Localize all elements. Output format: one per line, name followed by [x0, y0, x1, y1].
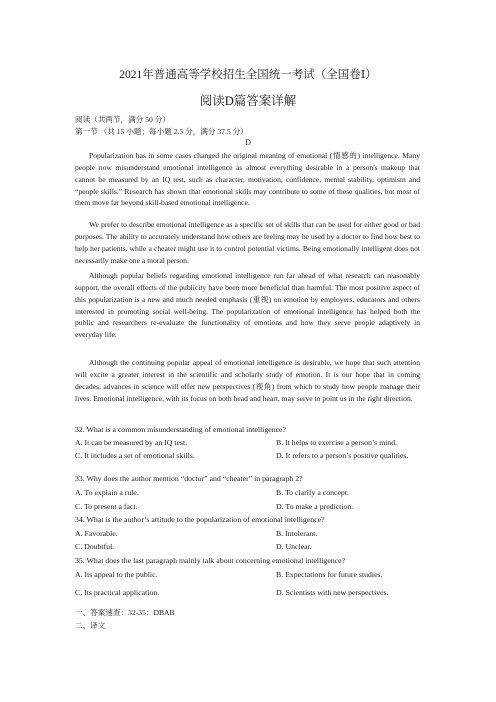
- option-32d: D. It refers to a person’s positive qualities.: [276, 451, 409, 460]
- question-34: 34. What is the author’s attitude to the popularization of emotional intelligence?: [75, 515, 325, 524]
- question-32: 32. What is a common misunderstanding of emotional intelligence?: [75, 425, 286, 434]
- passage-letter: D: [245, 138, 251, 147]
- option-32a: A. It can be measured by an IQ test.: [75, 438, 188, 447]
- option-35b: B. Expectations for future studies.: [276, 570, 383, 579]
- option-35c: C. Its practical application.: [75, 588, 160, 597]
- option-34b: B. Intolerant.: [276, 529, 318, 538]
- paragraph-2: We prefer to describe emotional intelligence as a specific set of skills that can be used for either good or bad purposes. The ability to accurately understand how others are feeling may be used by a doctor to find how best to help her patients, while a cheater might use it to control potential victims. Being emotionally intelligent does not necessarily make one a moral person.: [75, 220, 420, 265]
- option-32c: C. It includes a set of emotional skills.: [75, 451, 195, 460]
- question-33: 33. Why does the author mention “doctor” and “cheater” in paragraph 2?: [75, 474, 303, 483]
- option-34d: D. Unclear.: [276, 542, 312, 551]
- section-label: 阅读（共两节，满分 50 分）: [75, 115, 170, 124]
- paragraph-3: Although popular beliefs regarding emotional intelligence run far ahead of what research can reasonably support, the overall effects of the publicity have been more beneficial than harmful. The most positive aspect of this popularization is a new and much needed emphasis (重视) on emotion by employers, educators and others interested in promoting social well-being. The popularization of emotional intelligence has helped both the public and researchers re-evaluate the functionality of emotions and how they serve people adaptively in everyday life.: [75, 271, 420, 340]
- option-33c: C. To present a fact.: [75, 502, 138, 511]
- answer-key: 一、答案速查：32-35：DBAB: [75, 608, 175, 617]
- exam-title: 2021年普通高等学校招生全国统一考试（全国卷Ⅰ）: [119, 69, 377, 81]
- exam-subtitle: 阅读D篇答案详解: [199, 94, 297, 108]
- question-35: 35. What does the last paragraph mainly talk about concerning emotional intelligence?: [75, 556, 346, 565]
- paragraph-1: Popularization has in some cases changed the original meaning of emotional (情感的) intelligence. Many people now misunderstand emotional intelligence as almost everything desirable in a person's makeup that cannot be measured by an IQ test, such as character, motivation, confidence, mental stability, optimism and “people skills.” Research has shown that emotional skills may contribute to some of these qualities, but most of them move far beyond skill-based emotional intelligence.: [75, 151, 420, 208]
- option-32b: B. It helps to exercise a person’s mind.: [276, 438, 398, 447]
- option-33a: A. To explain a rule.: [75, 488, 139, 497]
- option-34c: C. Doubtful.: [75, 542, 115, 551]
- option-35a: A. Its appeal to the public.: [75, 570, 158, 579]
- option-33d: D. To make a prediction.: [276, 502, 354, 511]
- option-35d: D. Scientists with new perspectives.: [276, 588, 389, 597]
- option-34a: A. Favorable.: [75, 529, 118, 538]
- part-label: 第一节 （共 15 小题；每小题 2.5 分，满分 37.5 分）: [75, 127, 248, 136]
- option-33b: B. To clarify a concept.: [276, 488, 349, 497]
- paragraph-4: Although the continuing popular appeal of emotional intelligence is desirable, we hope that such attention will excite a greater interest in the scientific and scholarly study of emotion. It is our hope that in coming decades, advances in science will offer new perspectives (视角) from which to study how people manage their lives. Emotional intelligence, with its focus on both head and heart, may serve to point us in the right direction.: [75, 358, 420, 403]
- translation-heading: 二、译文: [75, 621, 106, 630]
